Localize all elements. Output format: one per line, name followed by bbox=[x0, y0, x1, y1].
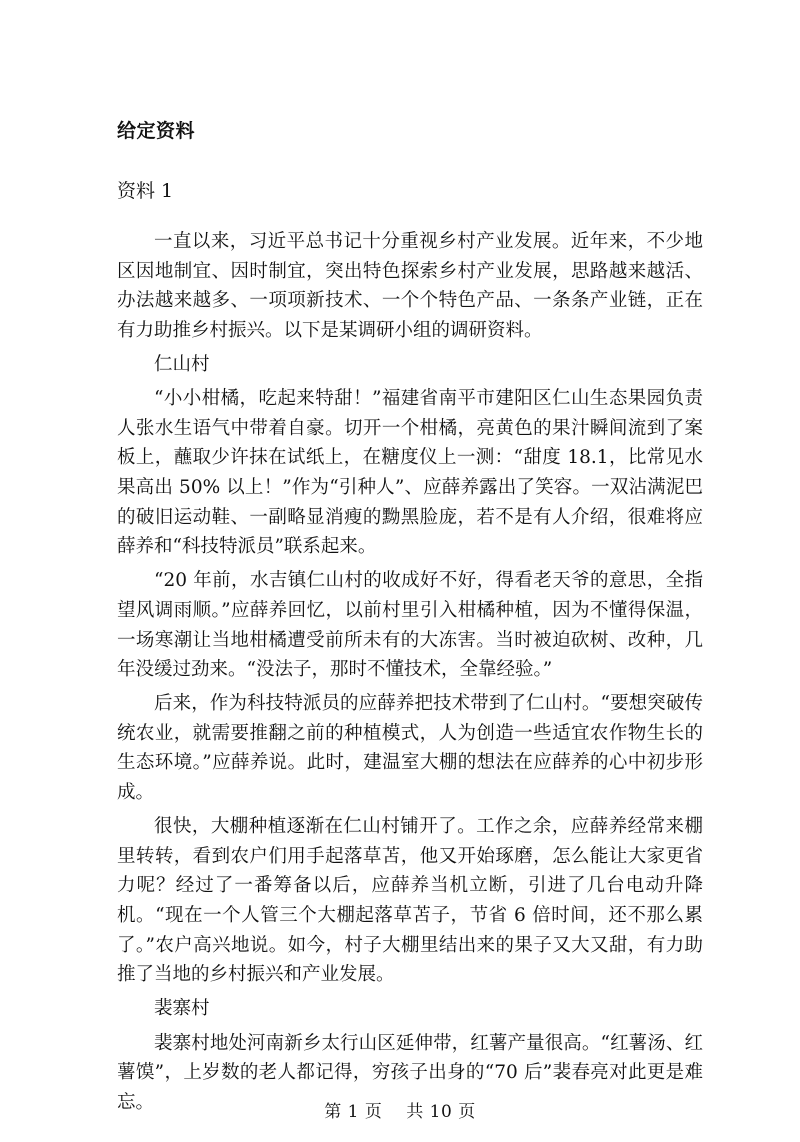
material-title: 资料 1 bbox=[117, 180, 174, 202]
paragraph-twenty-years-ago: “20 年前，水吉镇仁山村的收成好不好，得看老天爷的意思，全指望风调雨顺。”应薛养回忆，以前村里引入柑橘种植，因为不懂得保温，一场寒潮让当地柑橘遭受前所未有的大冻害。当时被迫砍树、改种，几年没缓过劲来。“没法子，那时不懂技术，全靠经验。” bbox=[117, 570, 703, 681]
subheading-renshan-village: 仁山村 bbox=[154, 353, 210, 375]
paragraph-citrus-sweetness: “小小柑橘，吃起来特甜！”福建省南平市建阳区仁山生态果园负责人张水生语气中带着自豪。切开一个柑橘，亮黄色的果汁瞬间流到了案板上，蘸取少许抹在试纸上，在糖度仪上一测：“甜度 18.1，比常见水果高出 50% 以上！”作为“引种人”、应薛养露出了笑容。一双沾满泥巴的破旧运动鞋、一副略显消瘦的黝黑脸庞，若不是有人介绍，很难将应薛养和“科技特派员”联系起来。 bbox=[117, 388, 703, 558]
paragraph-technology-brought: 后来，作为科技特派员的应薛养把技术带到了仁山村。“要想突破传统农业，就需要推翻之前的种植模式，人为创造一些适宜农作物生长的生态环境。”应薛养说。此时，建温室大棚的想法在应薛养的心中初步形成。 bbox=[117, 693, 703, 804]
page-total: 共 10 页 bbox=[406, 1102, 476, 1122]
paragraph-greenhouse-expansion: 很快，大棚种植逐渐在仁山村铺开了。工作之余，应薛养经常来棚里转转，看到农户们用手起落草苫，他又开始琢磨，怎么能让大家更省力呢？经过了一番筹备以后，应薛养当机立断，引进了几台电动升降机。“现在一个人管三个大棚起落草苫子，节省 6 倍时间，还不那么累了。”农户高兴地说。如今，村子大棚里结出来的果子又大又甜，有力助推了当地的乡村振兴和产业发展。 bbox=[117, 816, 703, 986]
paragraph-intro: 一直以来，习近平总书记十分重视乡村产业发展。近年来，不少地区因地制宜、因时制宜，突出特色探索乡村产业发展，思路越来越活、办法越来越多、一项项新技术、一个个特色产品、一条条产业链，正在有力助推乡村振兴。以下是某调研小组的调研资料。 bbox=[117, 231, 703, 341]
paragraph-peizhai-intro: 裴寨村地处河南新乡太行山区延伸带，红薯产量很高。“红薯汤、红薯馍”，上岁数的老人都记得，穷孩子出身的“70 后”裴春亮对此更是难忘。 bbox=[117, 1032, 703, 1113]
section-title: 给定资料 bbox=[117, 120, 196, 142]
page-footer bbox=[0, 1097, 800, 1122]
subheading-peizhai-village: 裴寨村 bbox=[154, 998, 210, 1020]
document-body bbox=[117, 227, 703, 1117]
page-number: 第 1 页 bbox=[324, 1102, 383, 1122]
